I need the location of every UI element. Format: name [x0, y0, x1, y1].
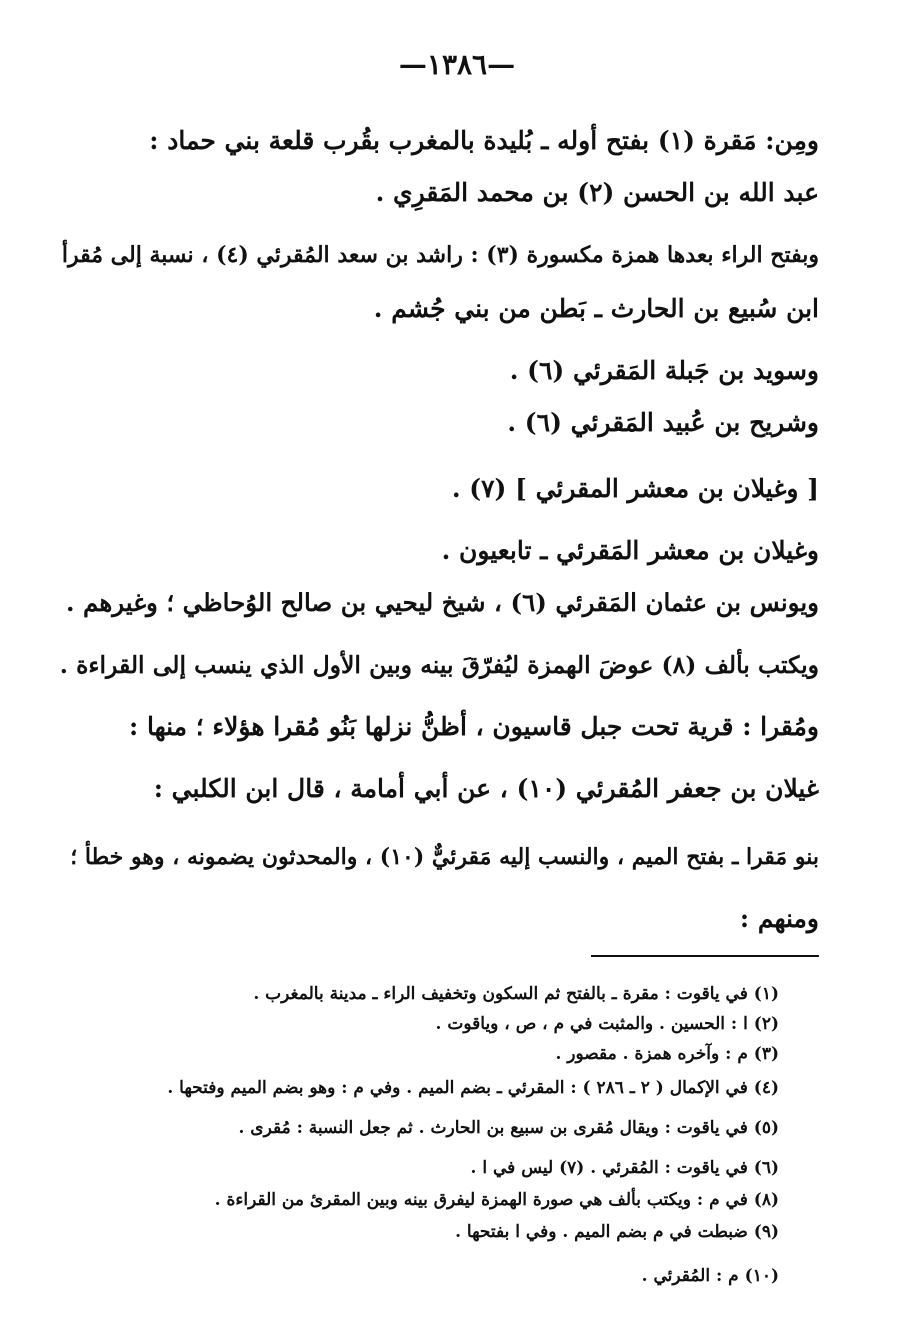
footnote: (٣) م : وآخره همزة . مقصور .	[555, 1044, 779, 1064]
footnote: (٢) ا : الحسين . والمثبت في م ، ص ، وياقوت .	[435, 1014, 779, 1034]
body-line: ويكتب بألف (٨) عوضَ الهمزة ليُفرّقَ بينه وبين الأول الذي ينسب إلى القراءة .	[59, 651, 819, 679]
body-line: غيلان بن جعفر المُقرئي (١٠) ، عن أبي أمامة ، قال ابن الكلبي :	[153, 774, 819, 803]
body-line: ومنهم :	[739, 904, 819, 933]
footnote: (٦) في ياقوت : المُقرئي . (٧) ليس في ا .	[470, 1158, 779, 1178]
footnote: (١٠) م : المُقرئي .	[641, 1266, 779, 1286]
body-line: بنو مَقرا ـ بفتح الميم ، والنسب إليه مَقرئيٌّ (١٠) ، والمحدثون يضمونه ، وهو خطأ ؛	[70, 844, 819, 870]
body-line: [ وغيلان بن معشر المقرئي ] (٧) .	[451, 474, 819, 503]
footnote: (٨) في م : ويكتب بألف هي صورة الهمزة ليفرق بينه وبين المقرئ من القراءة .	[214, 1190, 779, 1210]
body-line: عبد الله بن الحسن (٢) بن محمد المَقرِي .	[375, 178, 819, 207]
footnote: (٤) في الإكمال ( ٢ ـ ٢٨٦ ) : المقرئي ـ بضم الميم . وفي م : وهو بضم الميم وفتحها .	[167, 1078, 779, 1098]
footnote: (١) في ياقوت : مقرة ـ بالفتح ثم السكون وتخفيف الراء ـ مدينة بالمغرب .	[253, 984, 779, 1004]
body-line: ومِن: مَقرة (١) بفتح أوله ـ بُليدة بالمغرب بقُرب قلعة بني حماد :	[149, 126, 819, 155]
body-line: ومُقرا : قرية تحت جبل قاسيون ، أظنُّ نزلها بَنُو مُقرا هؤلاء ؛ منها :	[129, 712, 819, 741]
body-line: وسويد بن جَبلة المَقرئي (٦) .	[509, 356, 819, 385]
body-line: وبفتح الراء بعدها همزة مكسورة (٣) : راشد بن سعد المُقرئي (٤) ، نسبة إلى مُقرأ	[61, 242, 819, 268]
body-line: وغيلان بن معشر المَقرئي ـ تابعيون .	[441, 536, 819, 565]
body-line: ابن سُبيع بن الحارث ـ بَطن من بني جُشم .	[373, 294, 819, 323]
page-number: —١٣٨٦—	[398, 48, 516, 81]
footnote: (٥) في ياقوت : ويقال مُقرى بن سبيع بن الحارث . ثم جعل النسبة : مُقرى .	[238, 1118, 779, 1138]
footnote-divider	[591, 955, 819, 957]
body-line: ويونس بن عثمان المَقرئي (٦) ، شيخ ليحيي بن صالح الوُحاظي ؛ وغيرهم .	[66, 588, 819, 617]
footnote: (٩) ضبطت في م بضم الميم . وفي ا بفتحها .	[455, 1222, 779, 1242]
body-line: وشريح بن عُبيد المَقرئي (٦) .	[507, 408, 819, 437]
